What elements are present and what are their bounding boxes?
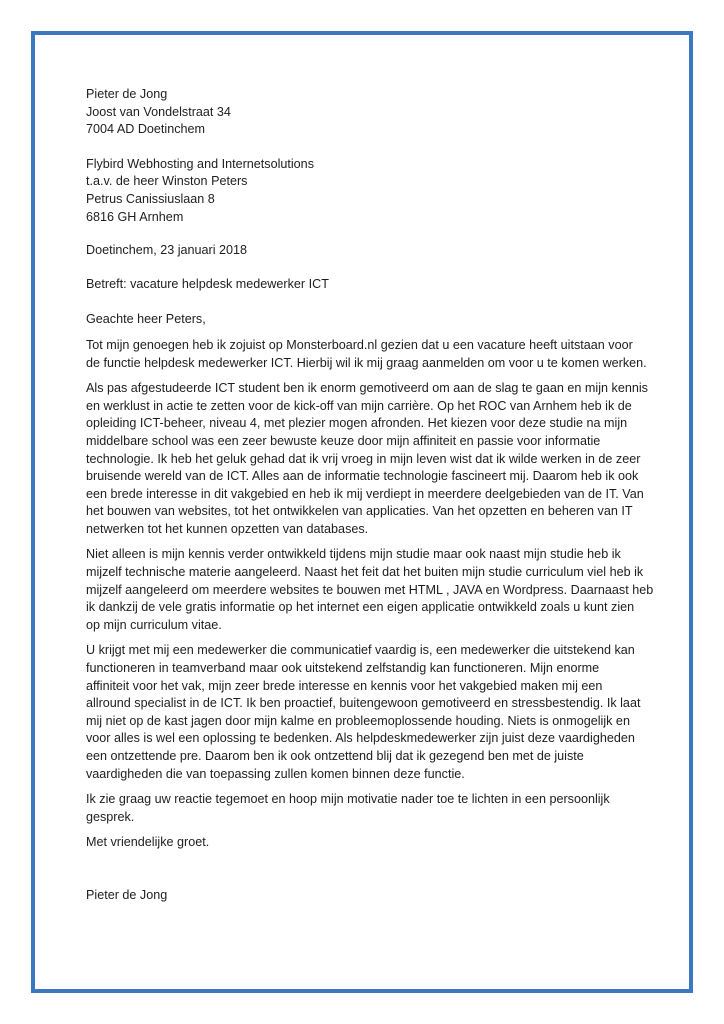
letter	[86, 86, 656, 905]
paragraph	[86, 642, 656, 783]
paragraph	[86, 380, 656, 538]
text-line: U krijgt met mij een medewerker die communicatief vaardig is, een medewerker die uitstekend kan	[86, 643, 635, 658]
text-line: mij niet op de kast jagen door mijn kalme en probleemoplossende houding. Niets is onmogelijk en	[86, 713, 630, 728]
text-line: bruisende wereld van de ICT. Alles aan de informatie technologie fascineert mij. Daarom heb ik ook	[86, 469, 639, 484]
text-line: mijzelf aangeleerd om meerdere websites te bouwen met HTML , JAVA en Wordpress. Daarnaast heb	[86, 582, 654, 597]
text-line: op mijn curriculum vitae.	[86, 617, 222, 632]
recipient-address	[86, 156, 656, 226]
text-line: Als pas afgestudeerde ICT student ben ik enorm gemotiveerd om aan de slag te gaan en mijn kennis	[86, 381, 648, 396]
text-line: gesprek.	[86, 809, 135, 824]
recipient-city: 6816 GH Arnhem	[86, 209, 184, 224]
text-line: Ik zie graag uw reactie tegemoet en hoop mijn motivatie nader toe te lichten in een persoonlijk	[86, 792, 610, 807]
text-line: middelbare school was een zeer bewuste keuze door mijn affiniteit en passie voor informatie	[86, 433, 601, 448]
text-line: functioneren in teamverband maar ook uitstekend zelfstandig kan functioneren. Mijn enorme	[86, 661, 600, 676]
text-line: voor alles is wel een oplossing te bedenken. Als helpdeskmedewerker zijn juist deze vaardigheden	[86, 731, 635, 746]
text-line: een ontzettende pre. Daarom ben ik ook ontzettend blij dat ik gezegend ben met de juiste	[86, 749, 584, 763]
sender-name: Pieter de Jong	[86, 87, 168, 101]
text-line: mijzelf technische materie aangeleerd. Naast het feit dat het buiten mijn studie curriculum viel heb ik	[86, 565, 644, 580]
text-line: een brede interesse in dit vakgebied en heb ik mij verdiept in meerdere deelgebieden van de IT. Van	[86, 486, 644, 501]
sender-street: Joost van Vondelstraat 34	[86, 104, 231, 119]
text-line: allround specialist in de ICT. Ik ben proactief, buitengewoon gemotiveerd en stressbestendig. Ik laat	[86, 696, 641, 711]
text-line: vaardigheden die van toepassing zullen komen binnen deze functie.	[86, 766, 465, 781]
text-line: Tot mijn genoegen heb ik zojuist op Monsterboard.nl gezien dat u een vacature heeft uitstaan voor	[86, 337, 633, 352]
salutation: Geachte heer Peters,	[86, 312, 206, 327]
text-line: en werklust in actie te zetten voor de kick-off van mijn carrière. Op het ROC van Arnhem heb ik de	[86, 398, 632, 413]
text-line: Niet alleen is mijn kennis verder ontwikkeld tijdens mijn studie maar ook naast mijn studie heb ik	[86, 547, 621, 562]
text-line: ik dankzij de vele gratis informatie op het internet een eigen applicatie ontwikkeld zoals u kunt zien	[86, 600, 635, 615]
text-line: netwerken tot het kunnen opzetten van databases.	[86, 521, 369, 536]
text-line: opleiding ICT-beheer, niveau 4, met plezier mogen afronden. Het kiezen voor deze studie na mijn	[86, 416, 628, 431]
paragraph	[86, 546, 656, 634]
date-line: Doetinchem, 23 januari 2018	[86, 243, 248, 258]
recipient-street: Petrus Canissiuslaan 8	[86, 191, 215, 206]
recipient-attention: t.a.v. de heer Winston Peters	[86, 174, 248, 189]
paragraph	[86, 337, 656, 372]
sender-address	[86, 86, 656, 139]
closing: Met vriendelijke groet.	[86, 835, 210, 850]
signature: Pieter de Jong	[86, 887, 168, 902]
text-line: technologie. Ik heb het geluk gehad dat ik vrij vroeg in mijn leven wist dat ik wilde werken in de zeer	[86, 451, 641, 466]
text-line: affiniteit voor het vak, mijn zeer brede interesse en kennis voor het vakgebied maken mij een	[86, 678, 603, 693]
text-line: de functie helpdesk medewerker ICT. Hierbij wil ik mij graag aanmelden om voor u te komen werken.	[86, 355, 647, 370]
sender-city: 7004 AD Doetinchem	[86, 122, 206, 137]
text-line: het bouwen van websites, tot het ontwikkelen van applicaties. Van het opzetten en beheren van IT	[86, 504, 633, 519]
paragraph	[86, 791, 656, 826]
subject-line: Betreft: vacature helpdesk medewerker ICT	[86, 276, 329, 291]
recipient-company: Flybird Webhosting and Internetsolutions	[86, 156, 314, 171]
